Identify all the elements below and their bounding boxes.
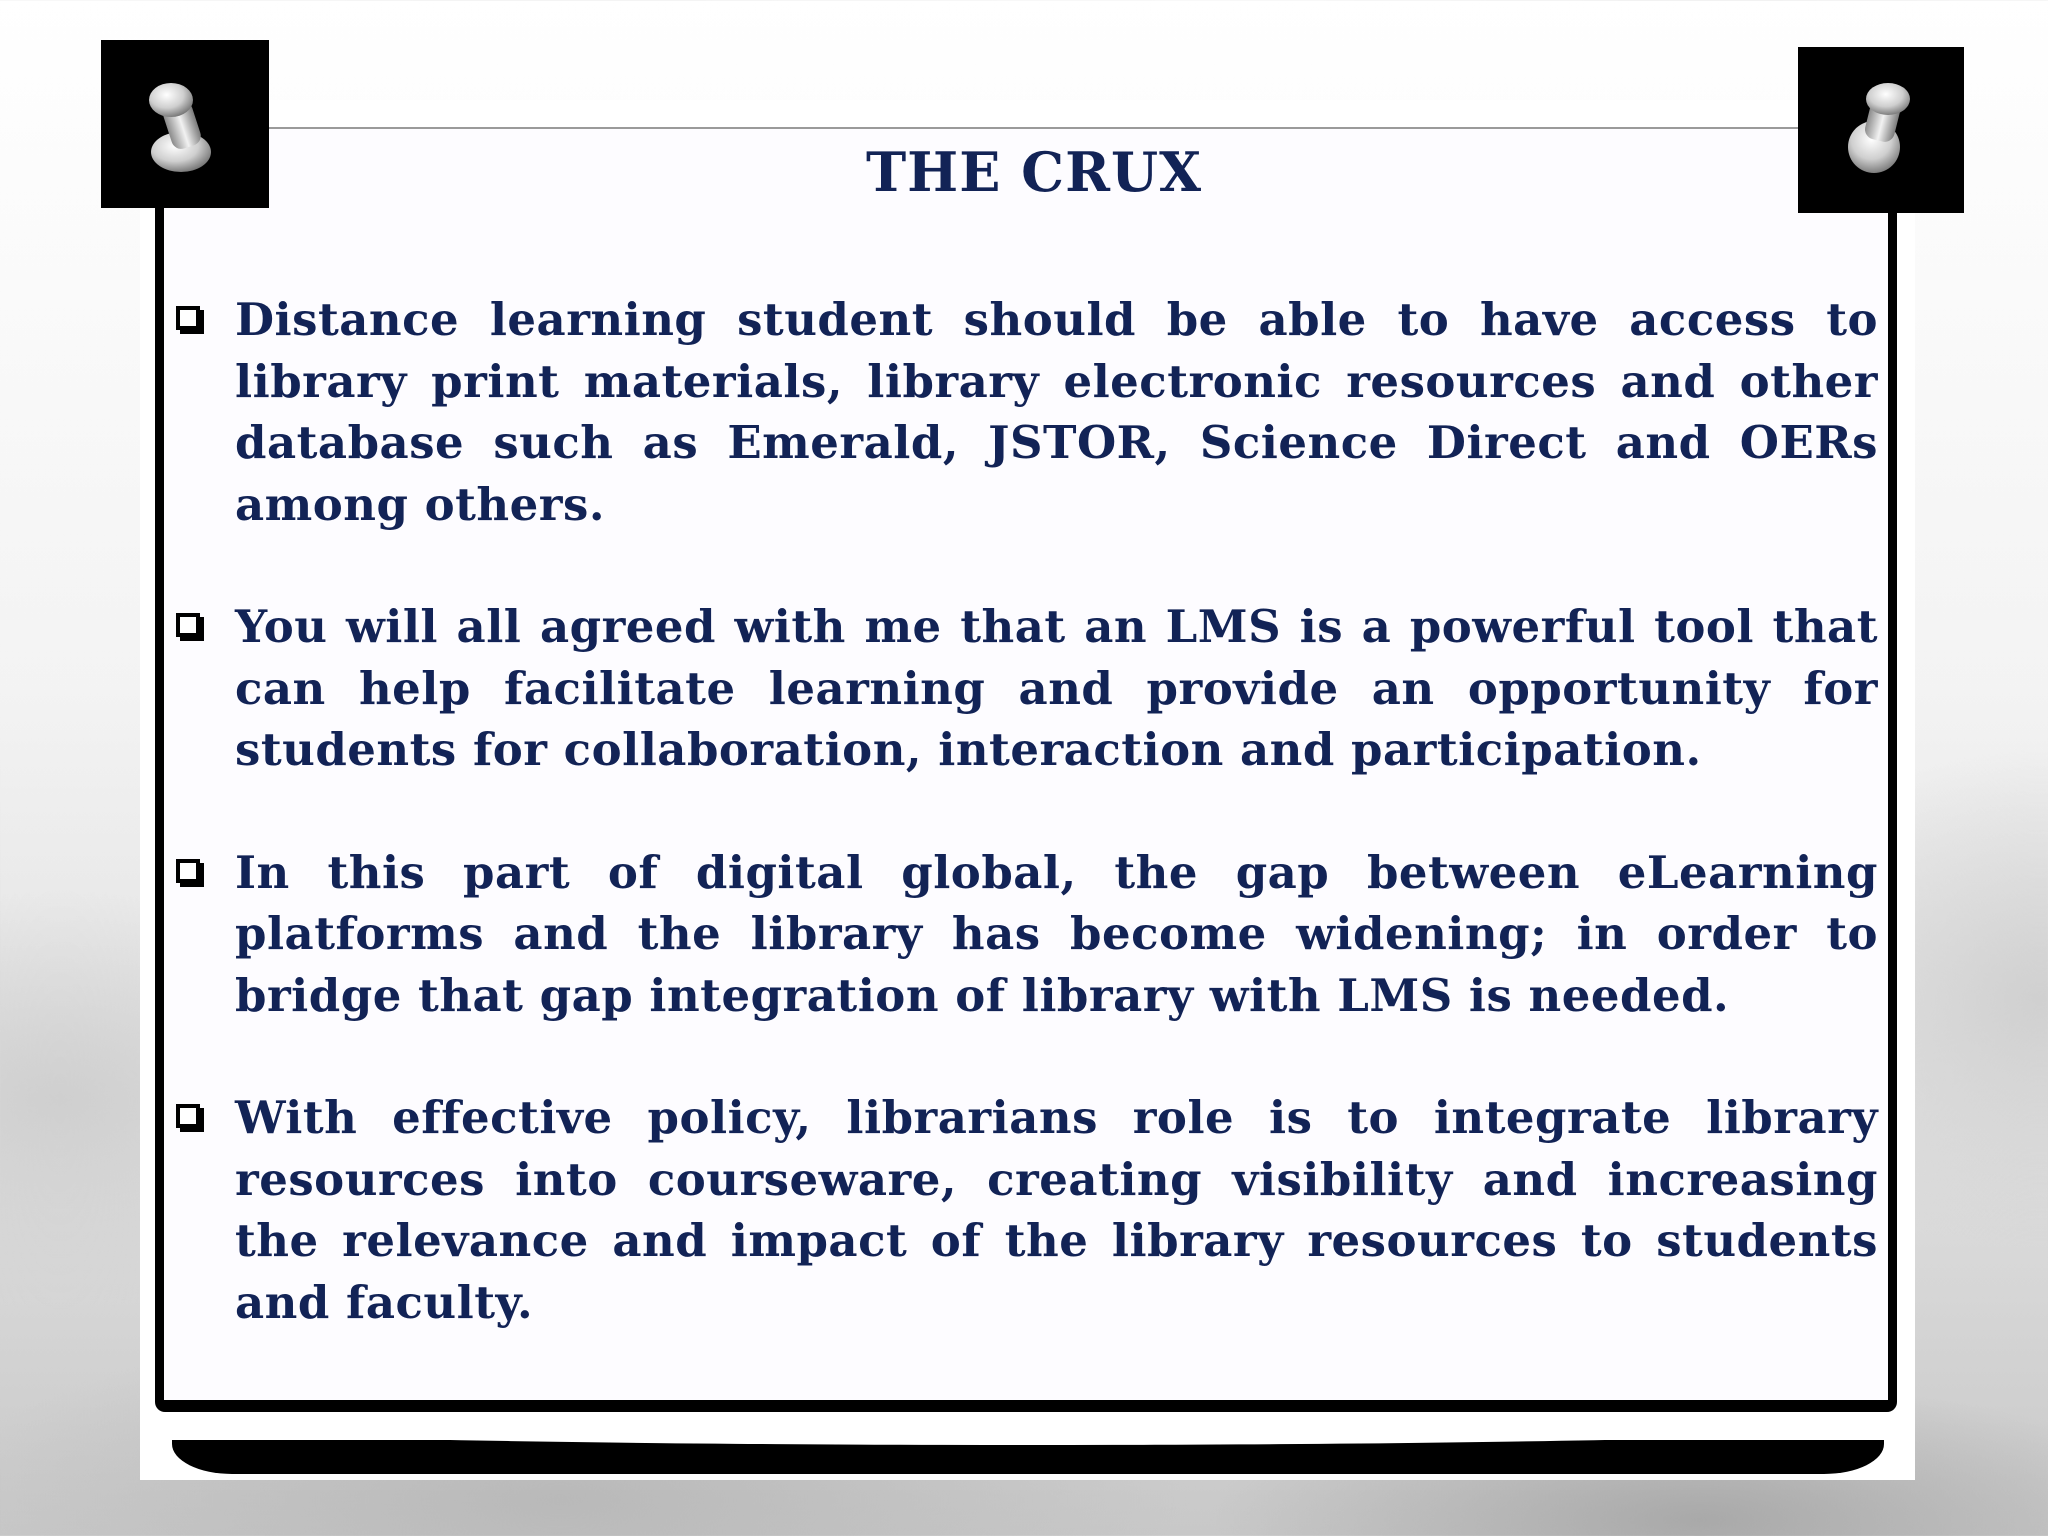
bullet-text: With effective policy, librarians role is to integrate library resources into courseware, creating visibility and increasing the relevance and impact of the library resources to students and faculty. — [235, 1091, 1878, 1329]
bullet-text: Distance learning student should be able to have access to library print materials, library electronic resources and other database such as Emerald, JSTOR, Science Direct and OERs among others. — [235, 293, 1878, 531]
hollow-square-bullet-icon — [176, 613, 200, 637]
bullet-list — [172, 289, 1878, 1394]
bullet-text: In this part of digital global, the gap between eLearning platforms and the library has become widening; in order to bridge that gap integration of library with LMS is needed. — [235, 845, 1878, 1022]
board-top-edge — [268, 127, 1800, 129]
hollow-square-bullet-icon — [176, 1104, 200, 1128]
list-item — [172, 289, 1878, 535]
slide-title: THE CRUX — [865, 140, 1202, 204]
list-item — [172, 1087, 1878, 1333]
list-item — [172, 842, 1878, 1027]
board-bottom-shadow — [172, 1440, 1884, 1474]
bullet-text: You will all agreed with me that an LMS is a powerful tool that can help facilitate learning and provide an opportunity for students for collaboration, interaction and participation. — [235, 600, 1878, 776]
hollow-square-bullet-icon — [176, 306, 200, 330]
hollow-square-bullet-icon — [176, 859, 200, 883]
list-item — [172, 596, 1878, 781]
